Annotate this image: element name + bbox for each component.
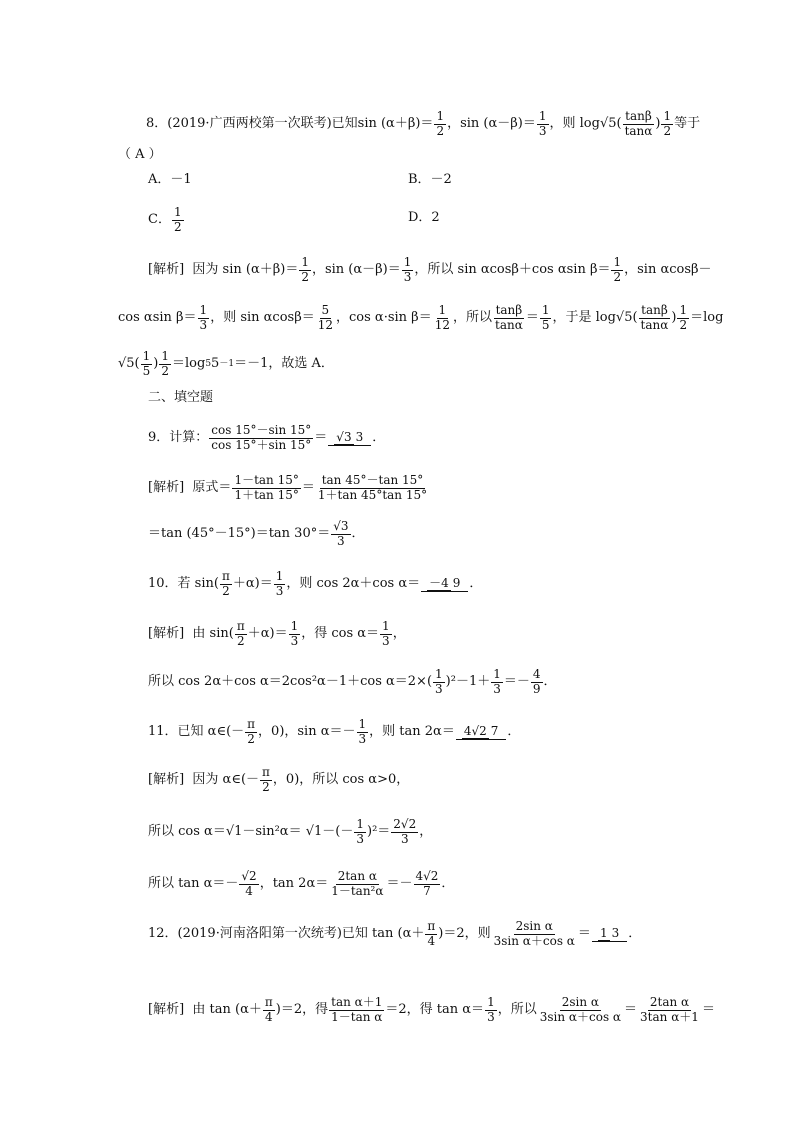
q9-stem: 9．计算： $\frac{\cos 15^\circ-\sin 15^\circ}{\cos 15^\circ+\sin 15^\circ}$ ＝ √3 3 ． [148,423,386,452]
frac-half: $\frac{1}{2}$ [173,205,182,234]
q8-option-d: D．2 [408,210,440,225]
solution-label: [解析] [148,1002,185,1018]
q8-option-c: C． $\frac{1}{2}$ [148,205,182,234]
q11-solution-line1: [解析] 因为 α∈(－ $\frac{\pi}{2}$ ，0)，所以 cos α>0， [148,765,410,794]
q8-sin-plus: sin (α＋β)＝ [357,116,434,132]
q8-option-b: B．－2 [408,172,452,187]
frac-half: $\frac{1}{2}$ [436,109,445,138]
q11-solution-line2: 所以 cos α＝√1－sin²α＝ √1－(－ $\frac{1}{3}$ )²＝ $\frac{2√2}{3}$ ， [148,817,433,846]
q8-solution-line1: [解析] 因为 sin (α＋β)＝ $\frac{1}{2}$ ，sin (α－β)＝ $\frac{1}{3}$ ，所以 sin αcosβ＋cos αsin β＝ $\frac{1}{2}$ ，sin αcosβ－ [148,255,712,284]
q8-close: ) [655,116,661,132]
q11-solution-line3: 所以 tan α＝－ $\frac{√2}{4}$ ，tan 2α＝ $\frac{\text{2tan α}}{\text{1－tan²α}}$ ＝－ $\frac{4√2}{7}$ ． [148,869,455,898]
q11-answer-blank: 4√2 7 [456,725,507,740]
q8-solution-line3: √5( $\frac{1}{5}$ ) $\frac{1}{2}$ ＝log 5 5 －1 ＝－1，故选 A． [118,349,334,378]
q8-stem [146,110,700,139]
q9-solution-line1: [解析] 原式＝ $\frac{1-\tan 15^\circ}{1+\tan 15^\circ}$ ＝ $\frac{\tan 45^\circ-\tan 15^\circ}{1+\tan 45^\circ\tan 15^\circ}$ [148,473,428,502]
q9-answer-blank: √3 3 [328,431,371,446]
q8-eq: 等于 [674,116,701,132]
q12-solution-line1: [解析] 由 tan (α＋ $\frac{\pi}{4}$ )＝2，得 $\frac{\text{tan α＋1}}{\text{1－tan α}}$ ＝2，得 tan α＝ $\frac{1}{3}$ ，所以 $\frac{\text{2sin α}}{\text{3sin α＋cos α}}$ ＝ $\frac{\text{2tan α}}{\text{3tan α＋1}}$ ＝ [148,995,715,1024]
q8-then: ，则 log√5( [549,116,622,132]
q12-stem: 12．(2019·河南洛阳第一次统考)已知 tan (α＋ $\frac{\pi}{4}$ )＝2，则 $\frac{\text{2sin α}}{\text{3sin α＋cos α}}$ ＝ 1 3 ． [148,919,642,948]
frac-third: $\frac{1}{3}$ [538,109,547,138]
q8-source: (2019·广西两校第一次联考)已知 [167,116,358,132]
q10-solution-line2: 所以 cos 2α＋cos α＝2cos²α－1＋cos α＝2×( $\frac{1}{3}$ )²－1＋ $\frac{1}{3}$ ＝－ $\frac{4}{9}$ ． [148,667,557,696]
q8-solution-line2: cos αsin β＝ $\frac{1}{3}$ ，则 sin αcosβ＝ $\frac{5}{12}$ ，cos α·sin β＝ $\frac{1}{12}$ ，所以 $\frac{\tan\beta}{\tan\alpha}$ ＝ $\frac{1}{5}$ ，于是 log√5( $\frac{\tan\beta}{\tan\alpha}$ ) $\frac{1}{2}$ ＝log [118,303,724,332]
solution-label: [解析] [148,772,185,788]
q10-solution-line1: [解析] 由 sin( $\frac{\pi}{2}$ ＋α)＝ $\frac{1}{3}$ ，得 cos α＝ $\frac{1}{3}$ ， [148,619,406,648]
section-heading: 二、填空题 [148,390,214,405]
q8-answer: （ A ） [118,147,162,162]
frac-exp-half: $\frac{1}{2}$ [663,109,672,138]
q8-number: 8． [146,116,168,132]
q12-answer-blank: 1 3 [592,927,627,942]
q11-stem: 11．已知 α∈(－ $\frac{\pi}{2}$ ，0)，sin α＝－ $\frac{1}{3}$ ，则 tan 2α＝ 4√2 7 ． [148,717,521,746]
solution-label: [解析] [148,626,185,642]
q10-stem: 10．若 sin( $\frac{\pi}{2}$ ＋α)＝ $\frac{1}{3}$ ，则 cos 2α＋cos α＝ －4 9 ． [148,569,483,598]
q8-option-a: A．－1 [148,172,192,187]
q9-solution-line2: ＝tan (45°－15°)＝tan 30°＝ $\frac{√3}{3}$ ． [148,519,365,548]
solution-label: [解析] [148,480,185,496]
solution-label: [解析] [148,262,185,278]
q8-sin-minus: ，sin (α－β)＝ [447,116,536,132]
frac-tan-ratio: $\frac{\tan\beta}{\tan\alpha}$ [624,109,653,138]
q10-answer-blank: －4 9 [421,577,468,592]
